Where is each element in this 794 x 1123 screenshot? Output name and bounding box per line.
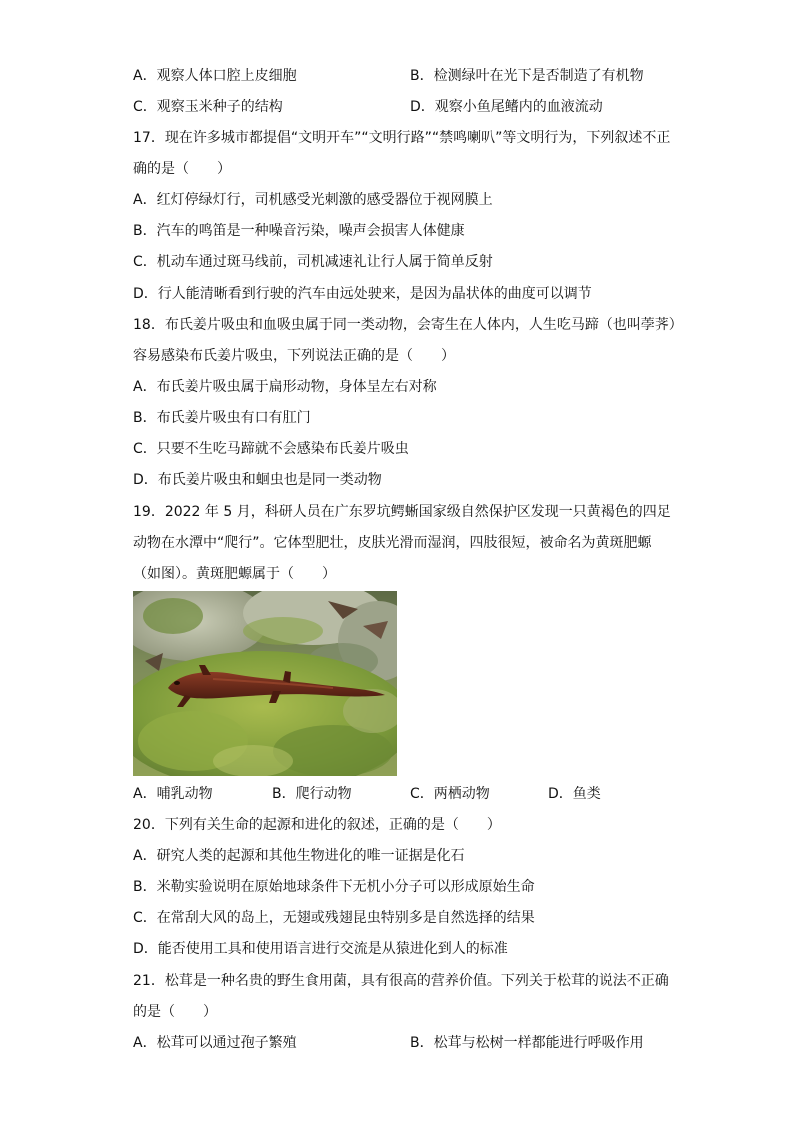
q21-option-b: B．松茸与松树一样都能进行呼吸作用 (410, 1035, 644, 1051)
q16-options-row-2 (133, 97, 663, 117)
q20-option-a: A．研究人类的起源和其他生物进化的唯一证据是化石 (133, 848, 465, 864)
q19-options-row (133, 784, 663, 804)
q18-stem-line-2: 容易感染布氏姜片吸虫，下列说法正确的是（ ） (133, 348, 455, 364)
q19-option-d: D．鱼类 (548, 786, 601, 802)
q16-option-d: D．观察小鱼尾鳍内的血液流动 (410, 99, 603, 115)
q21-option-a: A．松茸可以通过孢子繁殖 (133, 1035, 297, 1051)
q19-option-a: A．哺乳动物 (133, 786, 213, 802)
q17-option-a: A．红灯停绿灯行，司机感受光刺激的感受器位于视网膜上 (133, 192, 493, 208)
q17-stem-line-2: 确的是（ ） (133, 161, 231, 177)
q16-options-row-1 (133, 66, 663, 86)
q19-stem-line-2: 动物在水潭中“爬行”。它体型肥壮，皮肤光滑而湿润，四肢很短，被命名为黄斑肥螈 (133, 535, 652, 551)
q20-option-c: C．在常刮大风的岛上，无翅或残翅昆虫特别多是自然选择的结果 (133, 910, 535, 926)
q16-option-a: A．观察人体口腔上皮细胞 (133, 68, 297, 84)
q19-stem-line-1: 19．2022 年 5 月，科研人员在广东罗坑鳄蜥国家级自然保护区发现一只黄褐色的四足 (133, 504, 671, 520)
salamander-photo (133, 591, 397, 776)
q19-stem-line-3: （如图）。黄斑肥螈属于（ ） (133, 566, 336, 582)
q18-stem-line-1: 18．布氏姜片吸虫和血吸虫属于同一类动物，会寄生在人体内，人生吃马蹄（也叫荸荠） (133, 317, 683, 333)
q19-option-b: B．爬行动物 (272, 786, 352, 802)
q17-option-d: D．行人能清晰看到行驶的汽车由远处驶来，是因为晶状体的曲度可以调节 (133, 286, 592, 302)
q17-option-b: B．汽车的鸣笛是一种噪音污染，噪声会损害人体健康 (133, 223, 465, 239)
q20-stem: 20．下列有关生命的起源和进化的叙述，正确的是（ ） (133, 817, 501, 833)
q18-option-d: D．布氏姜片吸虫和蛔虫也是同一类动物 (133, 472, 382, 488)
q18-option-a: A．布氏姜片吸虫属于扁形动物，身体呈左右对称 (133, 379, 437, 395)
q17-option-c: C．机动车通过斑马线前，司机减速礼让行人属于简单反射 (133, 254, 493, 270)
q17-stem-line-1: 17．现在许多城市都提倡“文明开车”“文明行路”“禁鸣喇叭”等文明行为，下列叙述不正 (133, 130, 671, 146)
q21-stem-line-1: 21．松茸是一种名贵的野生食用菌，具有很高的营养价值。下列关于松茸的说法不正确 (133, 973, 669, 989)
q18-option-c: C．只要不生吃马蹄就不会感染布氏姜片吸虫 (133, 441, 409, 457)
q20-option-d: D．能否使用工具和使用语言进行交流是从猿进化到人的标准 (133, 941, 508, 957)
q16-option-c: C．观察玉米种子的结构 (133, 99, 283, 115)
q16-option-b: B．检测绿叶在光下是否制造了有机物 (410, 68, 644, 84)
q21-options-row (133, 1033, 663, 1053)
q21-stem-line-2: 的是（ ） (133, 1004, 217, 1020)
q19-option-c: C．两栖动物 (410, 786, 490, 802)
q20-option-b: B．米勒实验说明在原始地球条件下无机小分子可以形成原始生命 (133, 879, 535, 895)
q18-option-b: B．布氏姜片吸虫有口有肛门 (133, 410, 311, 426)
